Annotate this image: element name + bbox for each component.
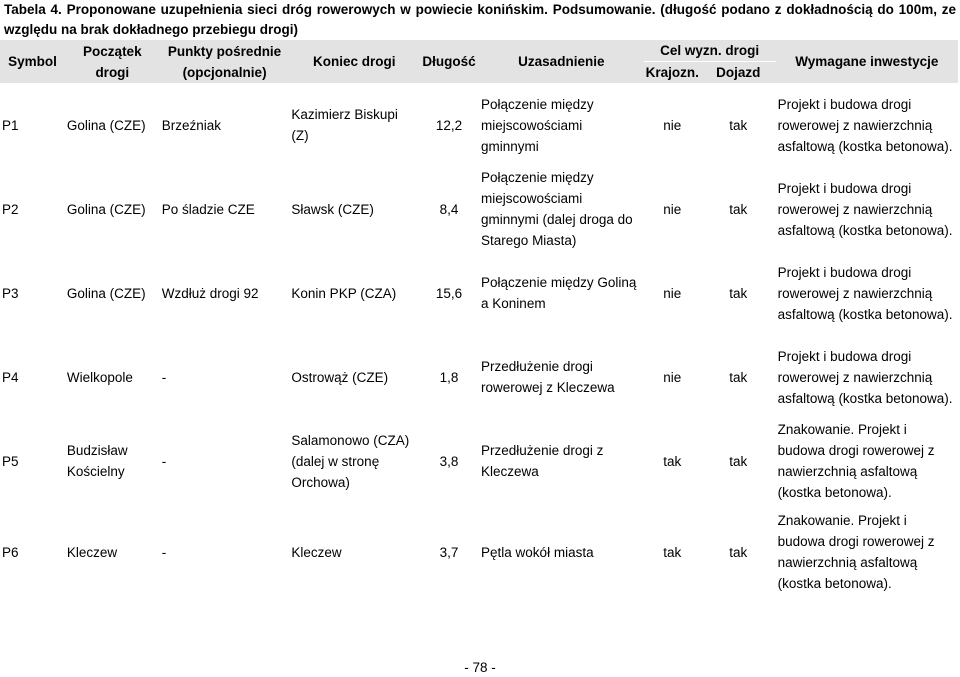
cell-end: Salamonowo (CZA)(dalej w stronę Orchowa) <box>291 432 410 490</box>
cell-start: Golina (CZE) <box>66 201 146 217</box>
cell-end: Sławsk (CZE) <box>291 201 374 217</box>
cell-investments: Projekt i budowa drogi rowerowej z nawierzchnią asfaltową (kostka betonowa). <box>777 264 953 322</box>
cell-dojazd: tak <box>729 453 748 469</box>
cell-symbol: P6 <box>2 544 19 560</box>
cell-krajozn: nie <box>663 201 682 217</box>
cell-length: 8,4 <box>439 201 459 217</box>
cell-end: Kleczew <box>291 544 342 560</box>
cell-dojazd: tak <box>729 369 748 385</box>
cell-reason: Połączenie między Goliną a Koninem <box>481 275 637 311</box>
cell-end: Konin PKP (CZA) <box>291 285 397 301</box>
cell-krajozn: tak <box>663 453 682 469</box>
cell-length: 12,2 <box>435 117 463 133</box>
cell-symbol: P2 <box>2 201 19 217</box>
header-purpose-krajozn: Krajozn. <box>644 62 701 84</box>
header-start: Początek drogi <box>65 40 160 83</box>
header-purpose: Cel wyzn. drogi <box>644 40 776 62</box>
cell-symbol: P4 <box>2 369 19 385</box>
table-row <box>0 503 958 601</box>
page-number: - 78 - <box>464 660 496 675</box>
cell-investments: Projekt i budowa drogi rowerowej z nawierzchnią asfaltową (kostka betonowa). <box>777 96 953 154</box>
cell-waypoints: - <box>161 544 167 560</box>
header-reason: Uzasadnienie <box>479 40 644 83</box>
table-row <box>0 83 958 167</box>
cell-waypoints: - <box>161 453 167 469</box>
cell-reason: Przedłużenie drogi z Kleczewa <box>481 443 604 479</box>
cell-reason: Pętla wokół miasta <box>481 544 594 560</box>
header-end: Koniec drogi <box>289 40 419 83</box>
cell-end: Ostrowąż (CZE) <box>291 369 389 385</box>
cell-waypoints: Brzeźniak <box>161 117 221 133</box>
cell-symbol: P5 <box>2 453 19 469</box>
cell-length: 3,8 <box>439 453 459 469</box>
cell-start: Kleczew <box>66 544 118 560</box>
cell-investments: Znakowanie. Projekt i budowa drogi rowerowej z nawierzchnią asfaltową (kostka betonowa). <box>777 422 935 500</box>
cell-waypoints: Wzdłuż drogi 92 <box>161 285 259 301</box>
table-row <box>0 335 958 419</box>
table-row <box>0 251 958 335</box>
header-investments: Wymagane inwestycje <box>776 40 958 83</box>
bike-routes-table <box>0 40 958 601</box>
cell-dojazd: tak <box>729 285 748 301</box>
cell-dojazd: tak <box>729 201 748 217</box>
cell-length: 1,8 <box>439 369 459 385</box>
cell-length: 3,7 <box>439 544 459 560</box>
cell-reason: Przedłużenie drogi rowerowej z Kleczewa <box>481 359 615 395</box>
cell-end: Kazimierz Biskupi (Z) <box>291 107 398 143</box>
table-row <box>0 419 958 503</box>
cell-reason: Połączenie między miejscowościami gminnymi <box>481 96 594 154</box>
cell-investments: Projekt i budowa drogi rowerowej z nawierzchnią asfaltową (kostka betonowa). <box>777 348 953 406</box>
cell-investments: Projekt i budowa drogi rowerowej z nawierzchnią asfaltową (kostka betonowa). <box>777 180 953 238</box>
cell-krajozn: tak <box>663 544 682 560</box>
cell-dojazd: tak <box>729 117 748 133</box>
cell-start: Golina (CZE) <box>66 285 146 301</box>
cell-investments: Znakowanie. Projekt i budowa drogi rowerowej z nawierzchnią asfaltową (kostka betonowa). <box>777 513 935 591</box>
header-length: Długość <box>419 40 479 83</box>
header-symbol: Symbol <box>0 40 65 83</box>
header-waypoints: Punkty pośrednie (opcjonalnie) <box>160 40 290 83</box>
cell-waypoints: Po śladzie CZE <box>161 201 255 217</box>
cell-reason: Połączenie między miejscowościami gminnymi (dalej droga do Starego Miasta) <box>481 170 633 248</box>
cell-krajozn: nie <box>663 117 682 133</box>
cell-start: Budzisław Kościelny <box>66 443 128 479</box>
table-caption: Tabela 4. Proponowane uzupełnienia sieci dróg rowerowych w powiecie konińskim. Podsumowanie. (długość podano z dokładnością do 100m, ze względu na brak dokładnego przebiegu drogi) <box>4 2 956 37</box>
cell-krajozn: nie <box>663 369 682 385</box>
cell-krajozn: nie <box>663 285 682 301</box>
cell-start: Wielkopole <box>66 369 133 385</box>
table-row <box>0 167 958 251</box>
cell-dojazd: tak <box>729 544 748 560</box>
header-purpose-dojazd: Dojazd <box>701 62 776 84</box>
cell-waypoints: - <box>161 369 167 385</box>
cell-start: Golina (CZE) <box>66 117 146 133</box>
cell-length: 15,6 <box>435 285 463 301</box>
cell-symbol: P1 <box>2 117 19 133</box>
cell-symbol: P3 <box>2 285 19 301</box>
